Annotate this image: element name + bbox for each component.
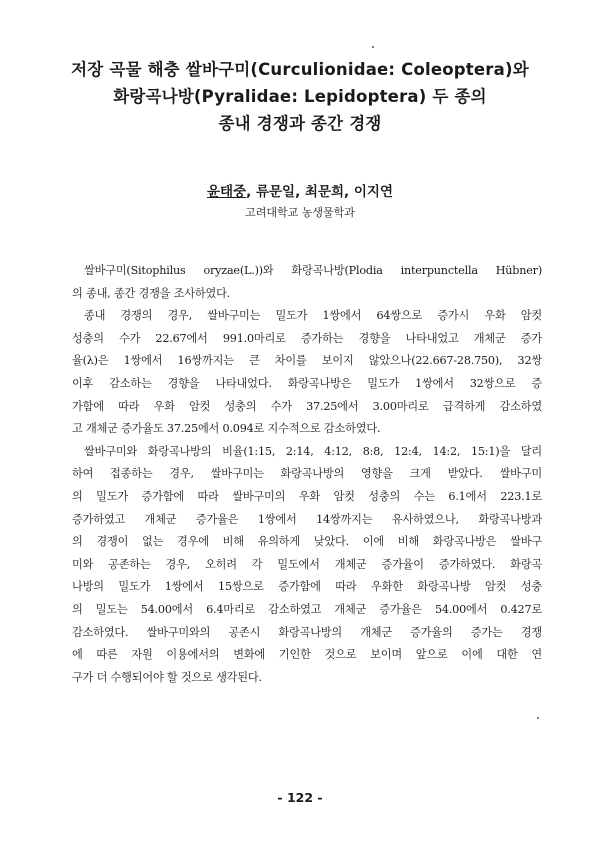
author-list <box>0 180 600 200</box>
first-author: 윤태중 <box>207 184 247 200</box>
title-line-2: 화랑곡나방(Pyralidae: Lepidoptera) 두 종의 <box>113 87 487 106</box>
abstract-line: 고 개체군 증가율도 37.25에서 0.094로 지수적으로 감소하였다. <box>72 422 381 436</box>
abstract-line: 쌀바구미와 화랑곡나방의 비율(1:15, 2:14, 4:12, 8:8, 12:4, 14:2, 15:1)을 달리 <box>84 444 542 458</box>
abstract-line: 미와 공존하는 경우, 오히려 각 밀도에서 개체군 증가율이 증가하였다. 화랑곡 <box>72 557 542 571</box>
abstract-line: 의 밀도가 증가함에 따라 쌀바구미의 우화 암컷 성충의 수는 6.1에서 223.1로 <box>72 489 542 503</box>
abstract-line: 종내 경쟁의 경우, 쌀바구미는 밀도가 1쌍에서 64쌍으로 증가시 우화 암컷 <box>84 309 542 323</box>
title-line-3: 종내 경쟁과 종간 경쟁 <box>218 114 382 133</box>
affiliation: 고려대학교 농생물학과 <box>245 206 355 219</box>
abstract-line: 하여 접종하는 경우, 쌀바구미는 화랑곡나방의 영향을 크게 받았다. 쌀바구미 <box>72 467 542 481</box>
page-number: - 122 - <box>277 790 323 805</box>
co-authors: , 류문일, 최문희, 이지연 <box>246 184 393 200</box>
scan-speck <box>537 717 539 719</box>
abstract-line: 에 따른 자원 이용에서의 변화에 기인한 것으로 보이며 앞으로 이에 대한 연 <box>72 648 542 662</box>
abstract-line: 의 밀도는 54.00에서 6.4마리로 감소하였고 개체군 증가율은 54.00에서 0.427로 <box>72 602 542 616</box>
abstract-line: 구가 더 수행되어야 할 것으로 생각된다. <box>72 670 262 684</box>
abstract-line: 나방의 밀도가 1쌍에서 15쌍으로 증가함에 따라 우화한 화랑곡나방 암컷 성충 <box>72 580 542 594</box>
abstract-line: 쌀바구미(Sitophilus oryzae(L.))와 화랑곡나방(Plodia interpunctella Hübner) <box>84 264 542 277</box>
abstract-body <box>72 260 542 689</box>
abstract-line: 의 경쟁이 없는 경우에 비해 유의하게 낮았다. 이에 비해 화랑곡나방은 쌀바구 <box>72 535 542 549</box>
abstract-line: 가함에 따라 우화 암컷 성충의 수가 37.25에서 3.00마리로 급격하게 감소하였 <box>72 399 542 413</box>
scan-speck <box>372 46 374 48</box>
abstract-line: 성충의 수가 22.67에서 991.0마리로 증가하는 경향을 나타내었고 개체군 증가 <box>72 331 542 345</box>
abstract-line: 증가하였고 개체군 증가율은 1쌍에서 14쌍까지는 유사하였으나, 화랑곡나방과 <box>72 512 542 526</box>
abstract-line: 의 종내, 종간 경쟁을 조사하였다. <box>72 286 231 300</box>
abstract-line: 감소하였다. 쌀바구미와의 공존시 화랑곡나방의 개체군 증가율의 증가는 경쟁 <box>72 625 542 639</box>
abstract-line: 율(λ)은 1쌍에서 16쌍까지는 큰 차이를 보이지 않았으나(22.667-28.750), 32쌍 <box>72 354 542 368</box>
paper-title <box>40 56 560 137</box>
abstract-line: 이후 감소하는 경향을 나타내었다. 화랑곡나방은 밀도가 1쌍에서 32쌍으로 증 <box>72 376 542 390</box>
title-line-1: 저장 곡물 해충 쌀바구미(Curculionidae: Coleoptera)와 <box>71 60 529 79</box>
